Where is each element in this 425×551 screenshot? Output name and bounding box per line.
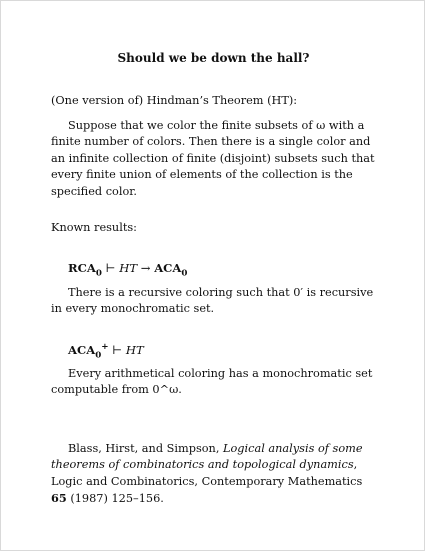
ht-symbol: HT (119, 261, 138, 275)
reference-year-pages: (1987) 125–156. (70, 492, 164, 506)
result-2-explanation: Every arithmetical coloring has a monochromatic set computable from 0^ω. (51, 367, 373, 397)
theorem-intro: (One version of) Hindman’s Theorem (HT): (51, 94, 298, 107)
arrow-symbol: → (137, 261, 155, 275)
result-1-formula (68, 261, 187, 278)
ht-symbol: HT (125, 342, 144, 357)
result-2-formula (68, 342, 144, 360)
reference-volume: 65 (51, 491, 67, 506)
known-results-heading: Known results: (51, 221, 137, 234)
aca0-system: $ACA_0$ (154, 261, 188, 279)
reference-authors: Blass, Hirst, and Simpson, (68, 442, 220, 455)
reference-venue: , Logic and Combinatorics, Contemporary Mathematics (51, 458, 363, 488)
reference-citation (51, 441, 377, 508)
theorem-statement: Suppose that we color the finite subsets of ω with a finite number of colors. Then there is a single color and an infinite collection of finite (disjoint) subsets such that every finite union of elements of the collection is the specified color. (51, 119, 375, 198)
turnstile-symbol: ⊢ (101, 261, 120, 275)
turnstile-symbol: ⊢ (108, 342, 126, 357)
reference-title: Logical analysis of some theorems of combinatorics and topological dynamics (51, 442, 363, 472)
page-title: Should we be down the hall? (117, 51, 310, 65)
aca0-plus-system: $ACA_0^+$ (68, 342, 109, 361)
result-1-explanation: There is a recursive coloring such that 0′ is recursive in every monochromatic set. (51, 286, 374, 316)
rca0-system: $RCA_0$ (68, 261, 102, 279)
